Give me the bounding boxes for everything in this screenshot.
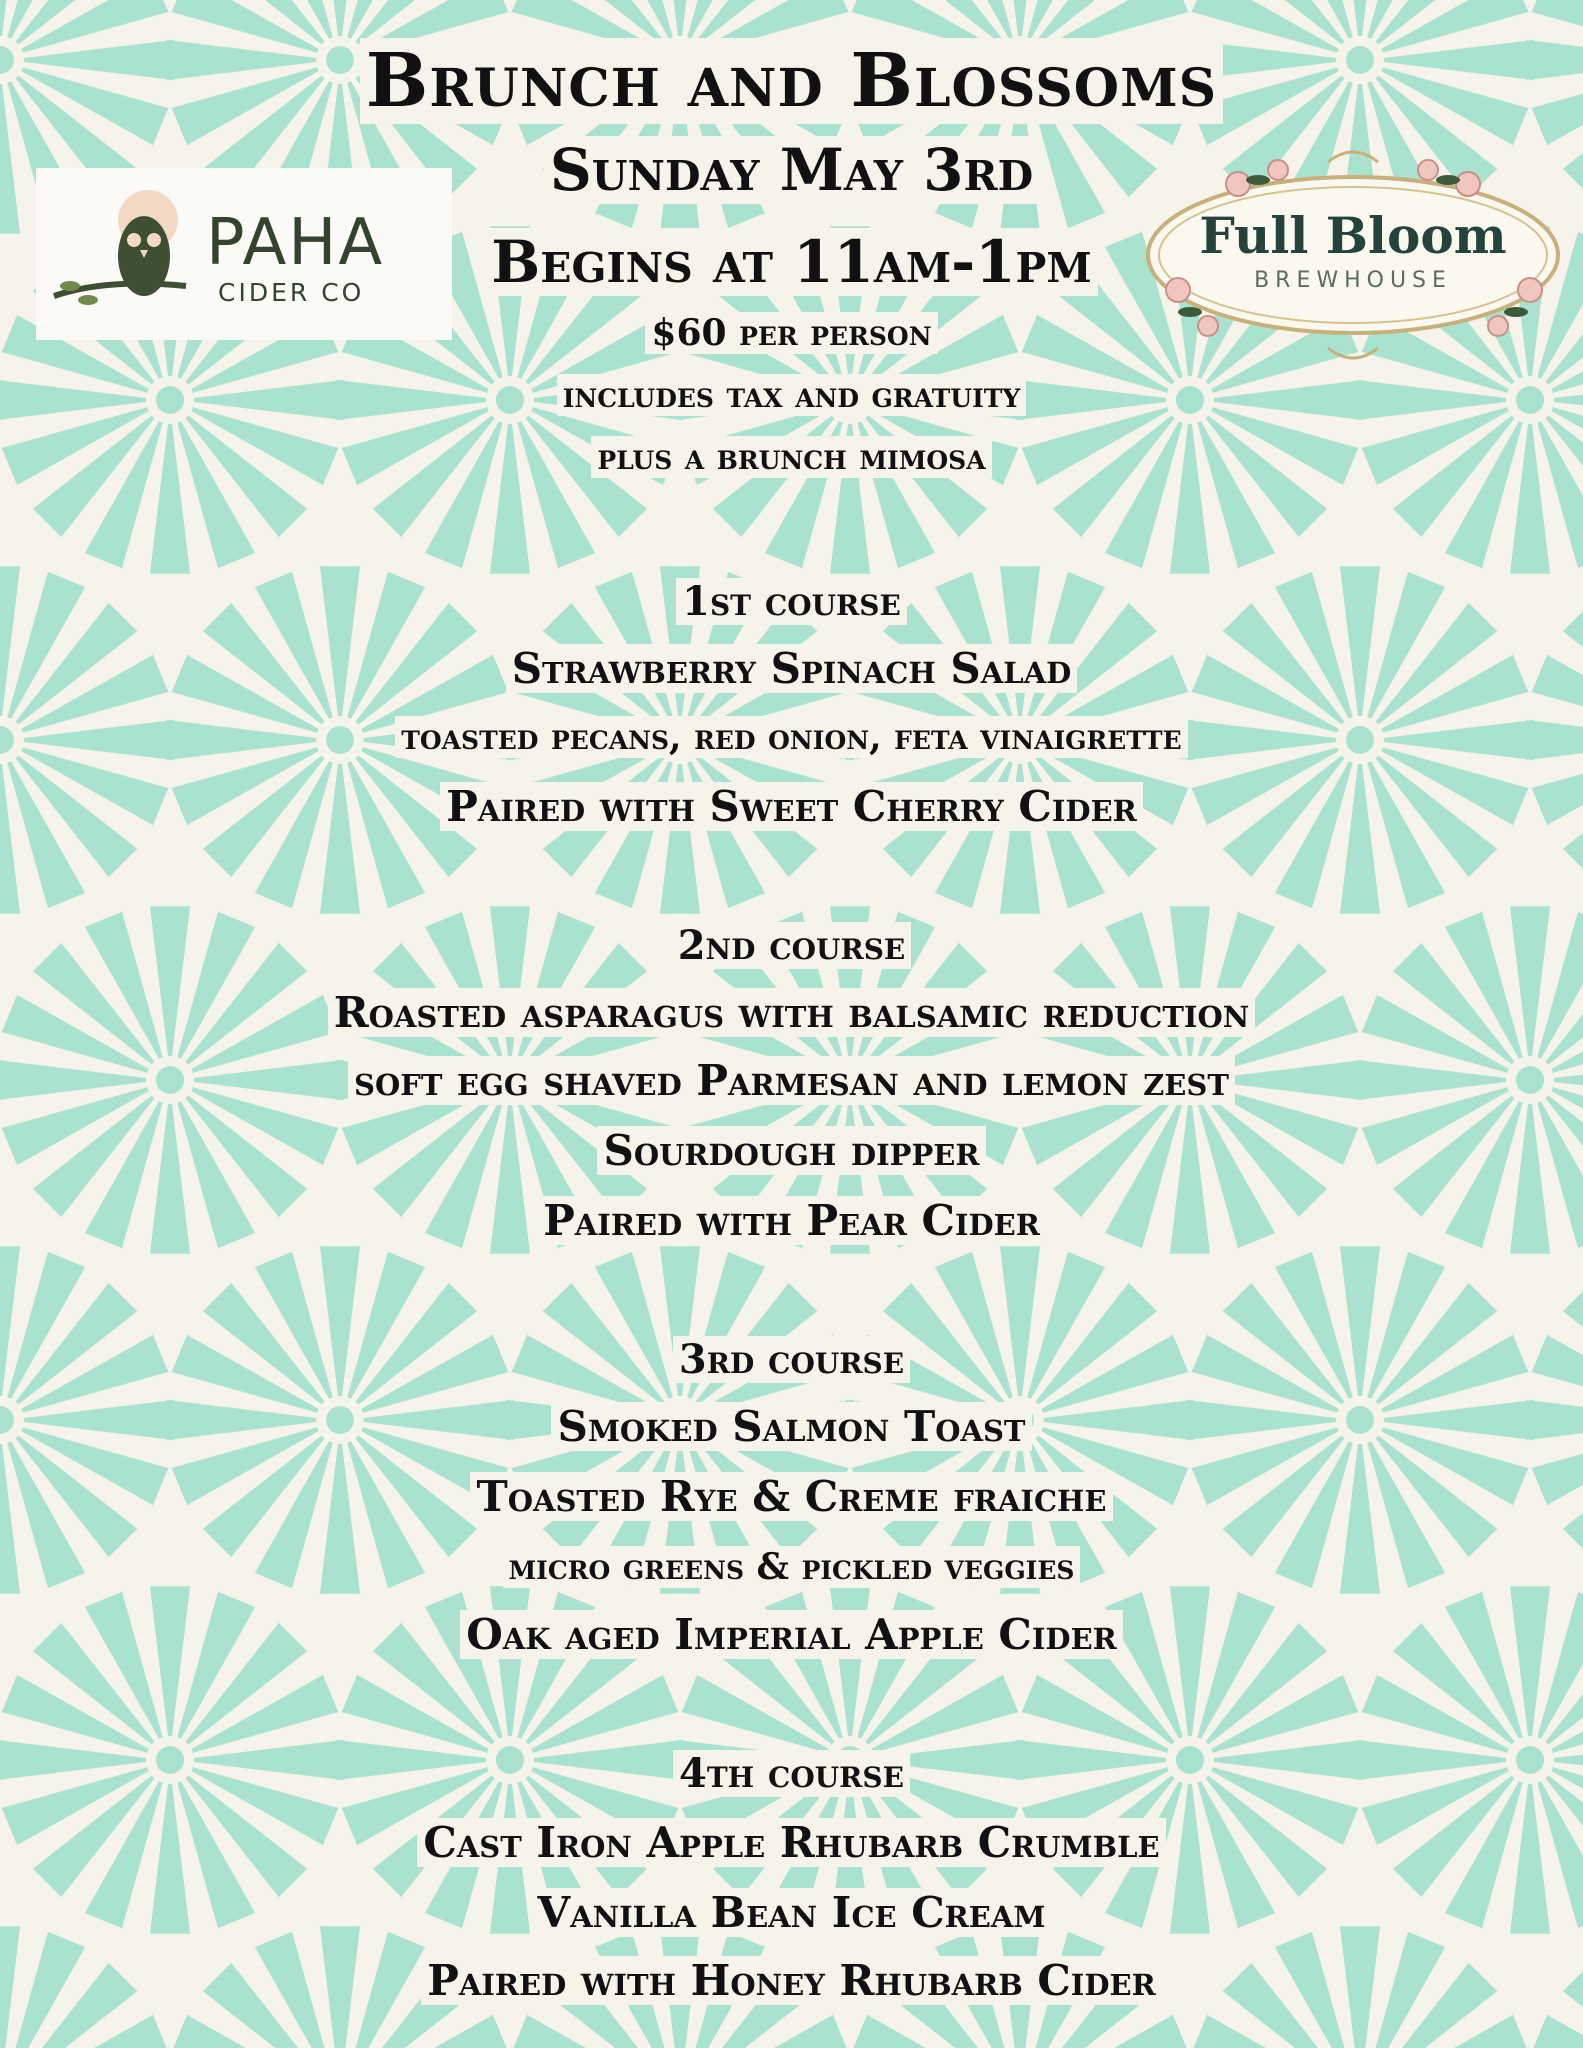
event-date: Sunday May 3rd [0,136,1583,204]
course-4-line-2: Vanilla Bean Ice Cream [0,1888,1583,1937]
event-includes: includes tax and gratuity [0,374,1583,416]
course-1-label: 1st course [0,578,1583,625]
full-bloom-logo-name: Full Bloom [1199,206,1507,265]
paha-logo-sub: CIDER CO [218,278,365,307]
event-plus: plus a brunch mimosa [0,436,1583,478]
course-2-line-2: soft egg shaved Parmesan and lemon zest [0,1056,1583,1105]
course-3-line-1: Smoked Salmon Toast [0,1402,1583,1451]
course-4-line-3: Paired with Honey Rhubarb Cider [0,1956,1583,2005]
paha-logo-name: PAHA [206,206,385,280]
course-1-line-2: toasted pecans, red onion, feta vinaigrette [0,716,1583,758]
course-4-line-1: Cast Iron Apple Rhubarb Crumble [0,1818,1583,1867]
full-bloom-logo-sub: BREWHOUSE [1254,268,1452,293]
event-price: $60 per person [0,312,1583,354]
course-2-line-3: Sourdough dipper [0,1126,1583,1175]
course-4-label: 4th course [0,1750,1583,1797]
course-3-line-4: Oak aged Imperial Apple Cider [0,1610,1583,1659]
course-2-line-4: Paired with Pear Cider [0,1196,1583,1245]
windmill-blade [1532,2015,1583,2048]
event-title: Brunch and Blossoms [0,38,1583,124]
course-3-line-2: Toasted Rye & Creme fraiche [0,1472,1583,1521]
course-1-line-3: Paired with Sweet Cherry Cider [0,782,1583,831]
course-3-line-3: micro greens & pickled veggies [0,1546,1583,1588]
event-time: Begins at 11am-1pm [0,228,1583,296]
course-3-label: 3rd course [0,1336,1583,1383]
course-2-label: 2nd course [0,922,1583,969]
course-1-line-1: Strawberry Spinach Salad [0,644,1583,693]
course-2-line-1: Roasted asparagus with balsamic reduction [0,988,1583,1037]
